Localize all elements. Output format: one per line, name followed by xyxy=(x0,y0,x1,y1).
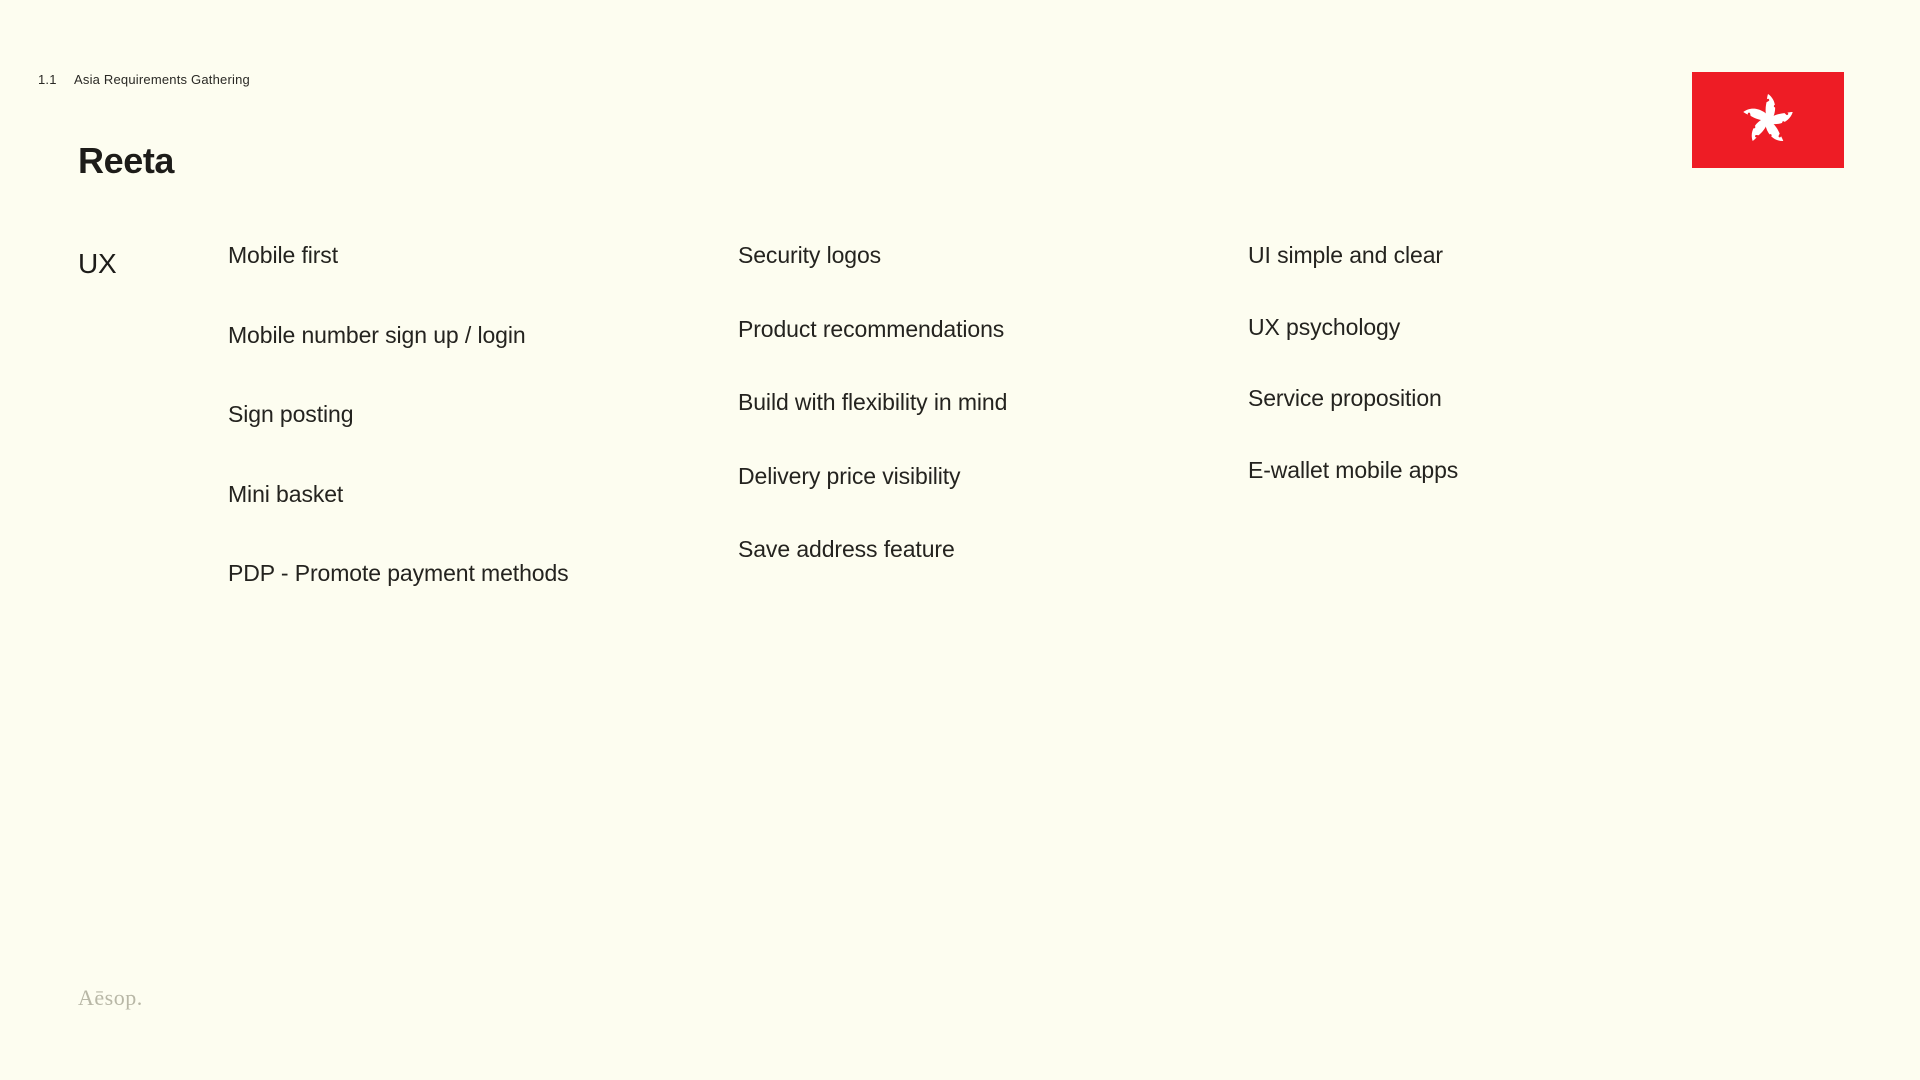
requirements-columns xyxy=(228,240,1728,610)
list-item: Sign posting xyxy=(228,401,354,428)
section-number: 1.1 xyxy=(38,72,57,87)
category-label: UX xyxy=(78,248,117,279)
brand-logo: Aēsop. xyxy=(78,985,143,1010)
breadcrumb xyxy=(38,72,250,87)
list-item: Mobile first xyxy=(228,242,338,268)
list-item: Mobile number sign up / login xyxy=(228,321,526,348)
list-item: E-wallet mobile apps xyxy=(1248,456,1459,483)
list-item: Product recommendations xyxy=(738,315,1005,342)
list-item: Mini basket xyxy=(228,480,344,507)
hong-kong-flag-icon xyxy=(1692,72,1844,168)
list-item: UI simple and clear xyxy=(1248,242,1443,268)
section-label: Asia Requirements Gathering xyxy=(74,72,250,87)
list-item: Security logos xyxy=(738,242,882,268)
list-item: Build with flexibility in mind xyxy=(738,389,1008,416)
list-item: Save address feature xyxy=(738,536,955,563)
flag-emblem xyxy=(1692,72,1844,168)
page-title: Reeta xyxy=(78,140,175,181)
list-item: PDP - Promote payment methods xyxy=(228,560,569,587)
list-item: Service proposition xyxy=(1248,385,1442,412)
list-item: UX psychology xyxy=(1248,313,1401,340)
requirements-column xyxy=(738,240,1248,610)
requirements-column xyxy=(228,240,738,610)
list-item: Delivery price visibility xyxy=(738,462,961,489)
requirements-column xyxy=(1248,240,1758,610)
